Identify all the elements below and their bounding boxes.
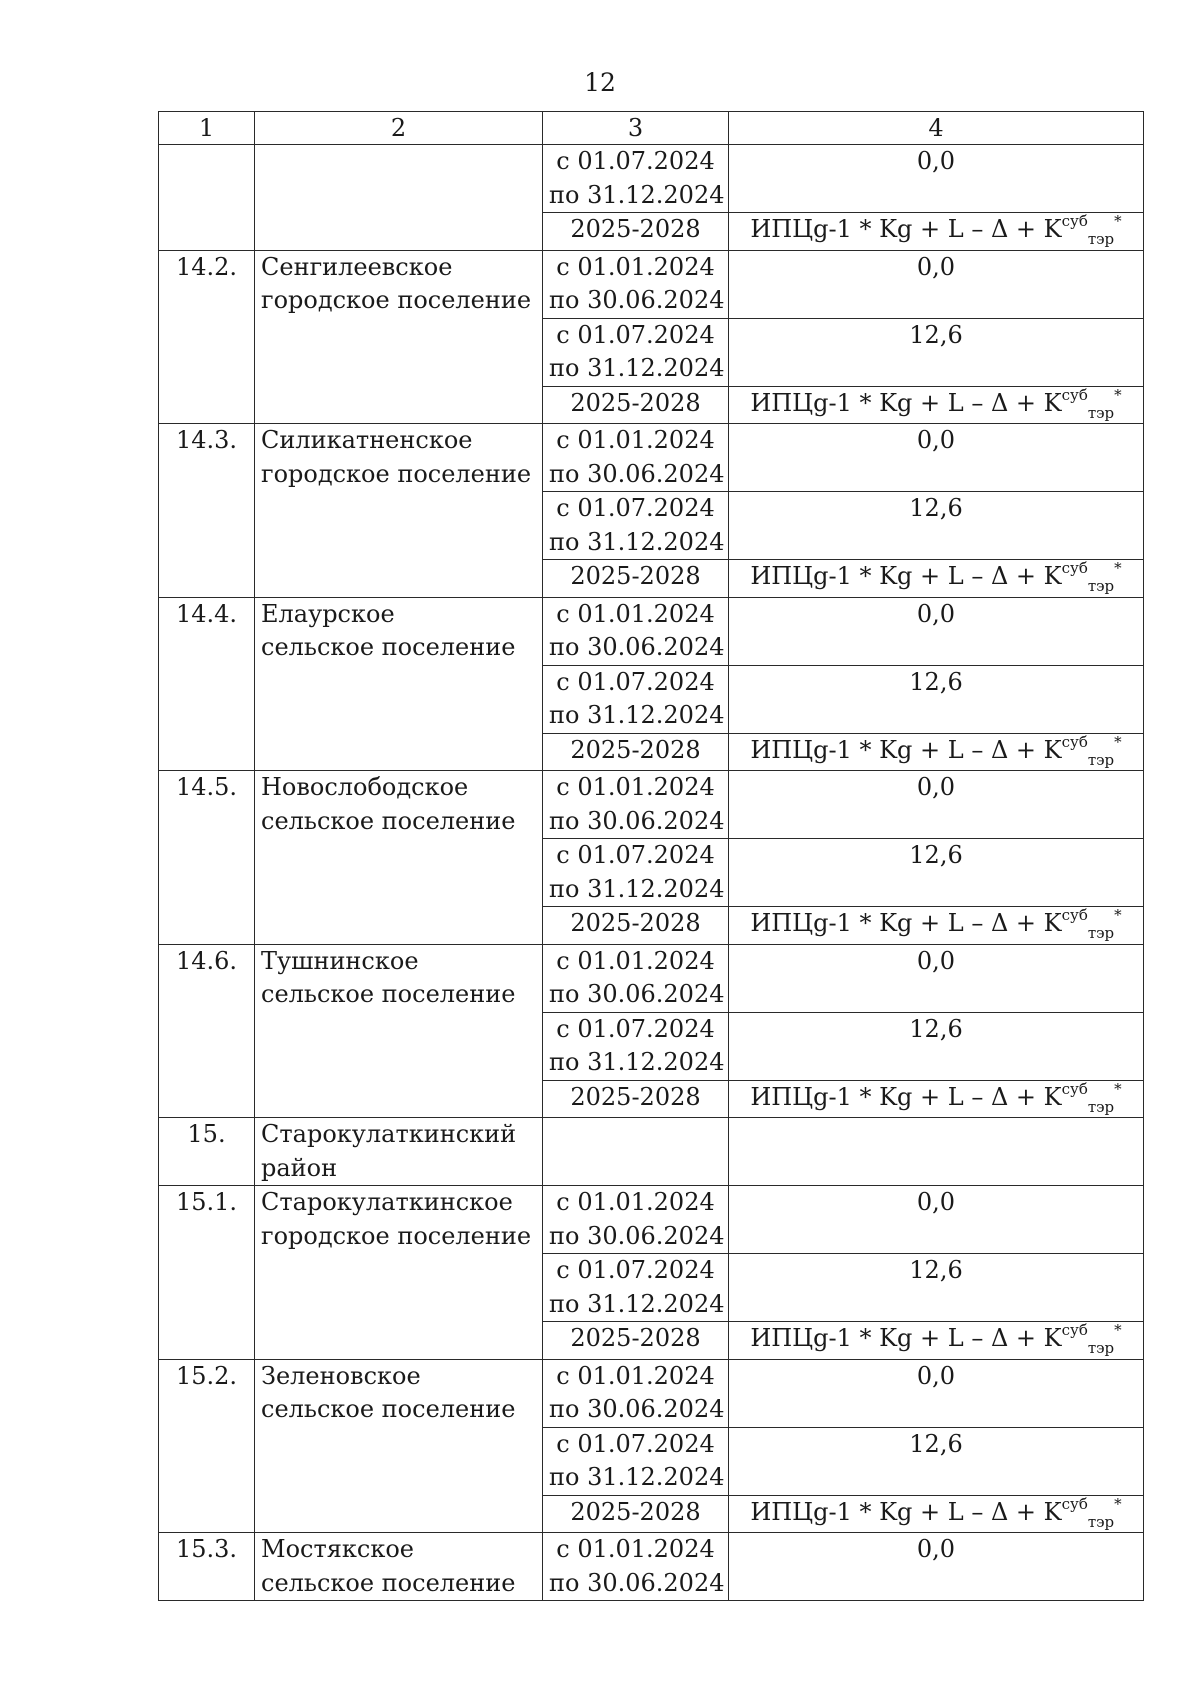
period-cell	[543, 1186, 729, 1254]
header-col-3: 3	[543, 112, 729, 145]
municipality-name-line: сельское поселение	[261, 633, 516, 661]
period-cell	[543, 318, 729, 386]
table-row	[159, 424, 1144, 492]
period-cell	[543, 839, 729, 907]
period-cell	[543, 560, 729, 598]
period-line: по 30.06.2024	[549, 633, 725, 661]
value-cell: 0,0	[729, 1186, 1144, 1254]
formula-superscript: суб	[1061, 559, 1088, 577]
period-cell	[543, 386, 729, 424]
period-line: с 01.01.2024	[556, 946, 715, 975]
period-line: по 30.06.2024	[549, 980, 725, 1008]
municipality-name	[255, 944, 543, 1118]
period-cell	[543, 1495, 729, 1533]
municipality-name-line: городское поселение	[261, 1221, 532, 1250]
period-line: с 01.01.2024	[556, 1361, 715, 1390]
period-cell	[543, 1427, 729, 1495]
formula-subscript: тэр	[1087, 750, 1115, 769]
formula-base: ИПЦg-1 * Kg + L – Δ + K	[750, 1082, 1062, 1111]
municipality-name-line: сельское поселение	[261, 1568, 516, 1597]
value-cell: 12,6	[729, 839, 1144, 907]
value-cell: 0,0	[729, 1533, 1144, 1601]
formula-subscript: тэр	[1087, 924, 1115, 942]
formula-subscript: тэр	[1087, 230, 1115, 248]
municipality-name-line: сельское поселение	[261, 980, 516, 1008]
municipality-name-line: Старокулаткинское	[261, 1188, 513, 1216]
municipality-name-line: сельское поселение	[261, 806, 516, 835]
value-cell: 0,0	[729, 944, 1144, 1012]
formula-base: ИПЦg-1 * Kg + L – Δ + K	[750, 1324, 1062, 1352]
period-line: по 30.06.2024	[549, 1568, 725, 1597]
period-line: по 30.06.2024	[549, 286, 725, 314]
row-number: 15.2.	[159, 1359, 255, 1533]
value-cell	[729, 560, 1144, 598]
period-cell	[543, 1254, 729, 1322]
period-line: 2025-2028	[570, 1497, 701, 1526]
municipality-name	[255, 1359, 543, 1533]
formula-asterisk: *	[1114, 1321, 1122, 1339]
formula-asterisk: *	[1114, 1079, 1122, 1098]
formula-asterisk: *	[1114, 1494, 1122, 1513]
municipality-name-line: Сенгилеевское	[261, 252, 453, 281]
period-line: с 01.07.2024	[556, 147, 715, 175]
period-line: по 31.12.2024	[549, 527, 725, 556]
period-line: с 01.07.2024	[556, 494, 715, 522]
row-number: 15.1.	[159, 1186, 255, 1360]
table-row	[159, 597, 1144, 665]
period-cell	[543, 424, 729, 492]
table-row	[159, 944, 1144, 1012]
table-row	[159, 1186, 1144, 1254]
formula-superscript: суб	[1061, 1494, 1088, 1513]
formula-superscript: суб	[1061, 732, 1088, 751]
formula	[750, 1494, 1122, 1531]
period-cell	[543, 145, 729, 213]
value-cell: 12,6	[729, 492, 1144, 560]
municipality-name	[255, 597, 543, 771]
formula-asterisk: *	[1114, 212, 1122, 230]
row-number: 14.6.	[159, 944, 255, 1118]
formula-subscript: тэр	[1087, 1339, 1115, 1357]
formula-subscript: тэр	[1087, 577, 1115, 595]
period-cell	[543, 597, 729, 665]
formula-superscript: суб	[1061, 906, 1088, 924]
period-cell	[543, 1118, 729, 1186]
value-cell	[729, 1080, 1144, 1118]
value-cell: 12,6	[729, 1254, 1144, 1322]
value-cell: 0,0	[729, 250, 1144, 318]
period-line: 2025-2028	[570, 215, 701, 243]
municipality-name	[255, 250, 543, 424]
period-cell	[543, 665, 729, 733]
municipality-name	[255, 145, 543, 251]
period-line: с 01.01.2024	[556, 1188, 715, 1216]
header-row	[159, 112, 1144, 145]
municipality-name-line: Старокулаткинский	[261, 1120, 517, 1148]
municipality-name	[255, 1533, 543, 1601]
row-number: 14.3.	[159, 424, 255, 598]
value-cell	[729, 1495, 1144, 1533]
value-cell: 0,0	[729, 1359, 1144, 1427]
period-line: с 01.01.2024	[556, 599, 715, 628]
row-number	[159, 145, 255, 251]
period-cell	[543, 1322, 729, 1360]
period-cell	[543, 1533, 729, 1601]
period-cell	[543, 771, 729, 839]
formula-base: ИПЦg-1 * Kg + L – Δ + K	[750, 909, 1062, 937]
row-number: 15.3.	[159, 1533, 255, 1601]
municipality-name-line: Силикатненское	[261, 426, 473, 454]
table-row	[159, 1118, 1144, 1186]
value-cell: 12,6	[729, 1427, 1144, 1495]
period-cell	[543, 1359, 729, 1427]
value-cell: 0,0	[729, 597, 1144, 665]
period-line: с 01.07.2024	[556, 1014, 715, 1043]
table-row	[159, 1533, 1144, 1601]
formula-base: ИПЦg-1 * Kg + L – Δ + K	[750, 388, 1062, 417]
value-cell: 12,6	[729, 1012, 1144, 1080]
period-line: 2025-2028	[570, 562, 701, 590]
value-cell: 0,0	[729, 145, 1144, 213]
period-line: 2025-2028	[570, 735, 701, 764]
formula	[750, 559, 1122, 595]
period-line: с 01.07.2024	[556, 667, 715, 696]
municipality-name-line: городское поселение	[261, 286, 532, 314]
formula-superscript: суб	[1061, 1079, 1088, 1098]
row-number: 14.2.	[159, 250, 255, 424]
value-cell: 12,6	[729, 665, 1144, 733]
formula	[750, 385, 1122, 422]
table-row	[159, 145, 1144, 213]
header-col-1: 1	[159, 112, 255, 145]
municipality-name-line: район	[261, 1153, 338, 1182]
formula-asterisk: *	[1114, 906, 1122, 924]
period-line: с 01.01.2024	[556, 1535, 715, 1563]
formula-superscript: суб	[1061, 1321, 1088, 1339]
period-line: с 01.07.2024	[556, 1256, 715, 1284]
formula-subscript: тэр	[1087, 1097, 1115, 1116]
period-line: с 01.07.2024	[556, 1429, 715, 1458]
period-line: с 01.01.2024	[556, 426, 715, 454]
period-cell	[543, 733, 729, 771]
value-cell	[729, 1322, 1144, 1360]
formula-base: ИПЦg-1 * Kg + L – Δ + K	[750, 562, 1062, 590]
header-col-2: 2	[255, 112, 543, 145]
municipality-name-line: Мостякское	[261, 1535, 414, 1563]
period-cell	[543, 944, 729, 1012]
period-line: по 31.12.2024	[549, 1463, 725, 1491]
formula-asterisk: *	[1114, 385, 1122, 404]
table-row	[159, 771, 1144, 839]
period-line: по 31.12.2024	[549, 701, 725, 729]
municipality-name-line: Елаурское	[261, 599, 395, 628]
table-row	[159, 1359, 1144, 1427]
period-line: с 01.07.2024	[556, 841, 715, 869]
period-line: по 31.12.2024	[549, 1289, 725, 1318]
formula	[750, 906, 1122, 942]
row-number: 14.4.	[159, 597, 255, 771]
formula-superscript: суб	[1061, 385, 1088, 404]
municipality-name	[255, 1118, 543, 1186]
value-cell	[729, 386, 1144, 424]
municipality-name	[255, 424, 543, 598]
formula	[750, 1321, 1122, 1357]
period-cell	[543, 1012, 729, 1080]
formula-subscript: тэр	[1087, 1512, 1115, 1531]
formula-subscript: тэр	[1087, 403, 1115, 422]
value-cell	[729, 1118, 1144, 1186]
municipality-name-line: городское поселение	[261, 459, 532, 488]
table-body	[159, 112, 1144, 1601]
period-line: с 01.07.2024	[556, 320, 715, 349]
period-line: по 30.06.2024	[549, 806, 725, 835]
municipality-name-line: Тушнинское	[261, 946, 419, 975]
formula-asterisk: *	[1114, 732, 1122, 751]
value-cell: 0,0	[729, 424, 1144, 492]
formula	[750, 732, 1122, 769]
value-cell	[729, 733, 1144, 771]
period-line: с 01.01.2024	[556, 252, 715, 281]
formula-base: ИПЦg-1 * Kg + L – Δ + K	[750, 1497, 1062, 1526]
table-row	[159, 250, 1144, 318]
formula-asterisk: *	[1114, 559, 1122, 577]
period-cell	[543, 213, 729, 251]
municipality-name	[255, 1186, 543, 1360]
formula-base: ИПЦg-1 * Kg + L – Δ + K	[750, 215, 1062, 243]
period-line: 2025-2028	[570, 1082, 701, 1111]
period-line: по 31.12.2024	[549, 1048, 725, 1076]
value-cell	[729, 213, 1144, 251]
period-line: с 01.01.2024	[556, 773, 715, 801]
period-cell	[543, 1080, 729, 1118]
period-line: по 31.12.2024	[549, 354, 725, 382]
period-line: 2025-2028	[570, 909, 701, 937]
formula-base: ИПЦg-1 * Kg + L – Δ + K	[750, 735, 1062, 764]
period-line: по 31.12.2024	[549, 180, 725, 209]
municipality-name-line: Зеленовское	[261, 1361, 421, 1390]
period-cell	[543, 907, 729, 945]
municipality-name	[255, 771, 543, 945]
period-cell	[543, 250, 729, 318]
header-col-4: 4	[729, 112, 1144, 145]
formula	[750, 1079, 1122, 1116]
value-cell: 12,6	[729, 318, 1144, 386]
period-line: по 30.06.2024	[549, 1221, 725, 1250]
page-number: 12	[584, 68, 616, 97]
municipality-name-line: сельское поселение	[261, 1395, 516, 1423]
formula	[750, 212, 1122, 248]
municipality-name-line: Новослободское	[261, 773, 469, 801]
row-number: 14.5.	[159, 771, 255, 945]
period-cell	[543, 492, 729, 560]
period-line: по 31.12.2024	[549, 874, 725, 903]
formula-superscript: суб	[1061, 212, 1088, 230]
row-number: 15.	[159, 1118, 255, 1186]
tariff-table	[158, 111, 1144, 1601]
period-line: 2025-2028	[570, 1324, 701, 1352]
period-line: по 30.06.2024	[549, 459, 725, 488]
period-line: по 30.06.2024	[549, 1395, 725, 1423]
period-line: 2025-2028	[570, 388, 701, 417]
value-cell: 0,0	[729, 771, 1144, 839]
value-cell	[729, 907, 1144, 945]
